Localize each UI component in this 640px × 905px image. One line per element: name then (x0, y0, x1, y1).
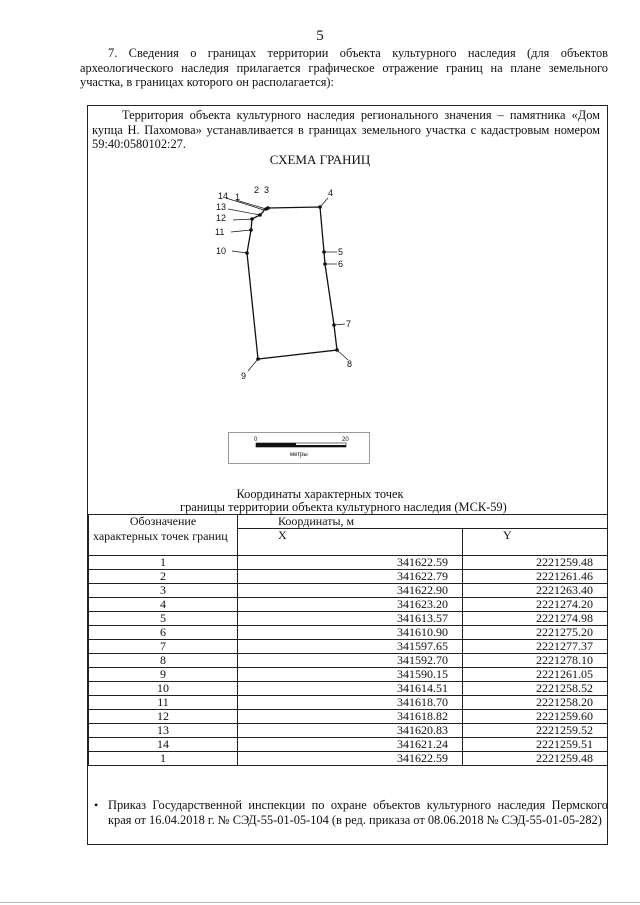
table-row (89, 737, 608, 751)
point-3 (266, 206, 270, 210)
label-1: 1 (235, 192, 241, 202)
point-number-cell: 6 (89, 625, 238, 639)
page-number: 5 (316, 28, 324, 44)
table-row (89, 583, 608, 597)
intro-text: 7. Сведения о границах территории объекта культурного наследия (для объектов археологического наследия прилагается графическое отражение границ на плане земельного участка, в границах которого он располагается): (80, 46, 608, 89)
x-coordinate-cell: 341618.70 (238, 695, 463, 709)
label-9: 9 (241, 371, 247, 381)
y-coordinate-cell: 2221258.52 (463, 681, 608, 695)
y-coordinate-cell: 2221275.20 (463, 625, 608, 639)
point-number-cell: 9 (89, 667, 238, 681)
x-coordinate-cell: 341622.90 (238, 583, 463, 597)
header-x: X (238, 529, 463, 556)
coords-title-line1: Координаты характерных точек (236, 487, 404, 501)
intro-paragraph (80, 46, 608, 90)
coordinates-table (88, 514, 608, 766)
table-row (89, 681, 608, 695)
x-coordinate-cell: 341592.70 (238, 653, 463, 667)
boundary-scheme (200, 178, 370, 383)
x-coordinate-cell: 341622.79 (238, 569, 463, 583)
table-row (89, 611, 608, 625)
y-coordinate-cell: 2221259.48 (463, 751, 608, 765)
table-row (89, 569, 608, 583)
boundary-points (245, 205, 339, 361)
order-note: Приказ Государственной инспекции по охране объектов культурного наследия Пермского края от 16.04.2018 г. № СЭД-55-01-05-104 (в ред. приказа от 08.06.2018 № СЭД-55-01-05-282) (108, 798, 608, 827)
x-coordinate-cell: 341621.24 (238, 737, 463, 751)
table-header-row-1 (89, 515, 608, 529)
y-coordinate-cell: 2221263.40 (463, 583, 608, 597)
table-row (89, 597, 608, 611)
point-number-cell: 5 (89, 611, 238, 625)
table-row (89, 555, 608, 569)
x-coordinate-cell: 341622.59 (238, 555, 463, 569)
x-coordinate-cell: 341614.51 (238, 681, 463, 695)
point-number-cell: 4 (89, 597, 238, 611)
label-5: 5 (338, 247, 344, 257)
x-coordinate-cell: 341597.65 (238, 639, 463, 653)
bullet-icon: • (94, 798, 99, 812)
scale-bar (228, 432, 370, 464)
y-coordinate-cell: 2221259.52 (463, 723, 608, 737)
label-4: 4 (328, 188, 334, 198)
x-coordinate-cell: 341622.59 (238, 751, 463, 765)
point-number-cell: 1 (89, 555, 238, 569)
point-number-cell: 2 (89, 569, 238, 583)
y-coordinate-cell: 2221277.37 (463, 639, 608, 653)
y-coordinate-cell: 2221274.98 (463, 611, 608, 625)
y-coordinate-cell: 2221274.20 (463, 597, 608, 611)
scale-start: 0 (254, 437, 258, 443)
page-bottom-edge (0, 902, 640, 903)
scale-unit: метры (290, 452, 308, 458)
table-row (89, 695, 608, 709)
y-coordinate-cell: 2221258.20 (463, 695, 608, 709)
point-number-cell: 13 (89, 723, 238, 737)
table-row (89, 667, 608, 681)
label-13: 13 (216, 202, 227, 212)
label-6: 6 (338, 259, 344, 269)
x-coordinate-cell: 341618.82 (238, 709, 463, 723)
x-coordinate-cell: 341620.83 (238, 723, 463, 737)
point-number-cell: 1 (89, 751, 238, 765)
scale-end: 20 (342, 437, 349, 443)
table-row (89, 653, 608, 667)
y-coordinate-cell: 2221259.48 (463, 555, 608, 569)
header-y: Y (463, 529, 608, 556)
point-number-cell: 3 (89, 583, 238, 597)
y-coordinate-cell: 2221261.05 (463, 667, 608, 681)
header-coords: Координаты, м (238, 515, 608, 529)
label-3: 3 (264, 185, 270, 195)
label-14: 14 (218, 191, 229, 201)
point-number-cell: 7 (89, 639, 238, 653)
x-coordinate-cell: 341623.20 (238, 597, 463, 611)
label-10: 10 (216, 246, 227, 256)
leader-lines (226, 198, 348, 371)
x-coordinate-cell: 341590.15 (238, 667, 463, 681)
x-coordinate-cell: 341613.57 (238, 611, 463, 625)
table-header-row-2 (89, 529, 608, 556)
territory-paragraph (92, 108, 600, 152)
label-11: 11 (215, 227, 225, 237)
y-coordinate-cell: 2221259.51 (463, 737, 608, 751)
point-number-cell: 8 (89, 653, 238, 667)
territory-text: Территория объекта культурного наследия регионального значения – памятника «Дом купца Н. Пахомова» устанавливается в границах земельного участка с кадастровым номером 59:40:0580102:27. (92, 108, 600, 151)
label-12: 12 (216, 213, 227, 223)
table-row (89, 723, 608, 737)
point-number-cell: 10 (89, 681, 238, 695)
y-coordinate-cell: 2221259.60 (463, 709, 608, 723)
x-coordinate-cell: 341610.90 (238, 625, 463, 639)
label-8: 8 (347, 359, 353, 369)
point-number-cell: 14 (89, 737, 238, 751)
point-number-cell: 11 (89, 695, 238, 709)
label-2: 2 (254, 185, 260, 195)
table-row (89, 625, 608, 639)
y-coordinate-cell: 2221278.10 (463, 653, 608, 667)
scheme-title: СХЕМА ГРАНИЦ (269, 152, 371, 167)
table-row (89, 751, 608, 765)
label-7: 7 (346, 319, 352, 329)
point-number-cell: 12 (89, 709, 238, 723)
table-row (89, 709, 608, 723)
y-coordinate-cell: 2221261.46 (463, 569, 608, 583)
header-designation-2: характерных точек границ (89, 529, 238, 556)
boundary-polygon (247, 207, 337, 359)
table-row (89, 639, 608, 653)
header-designation-1: Обозначение (89, 515, 238, 529)
coords-title-line2: границы территории объекта культурного наследия (МСК-59) (180, 500, 507, 514)
